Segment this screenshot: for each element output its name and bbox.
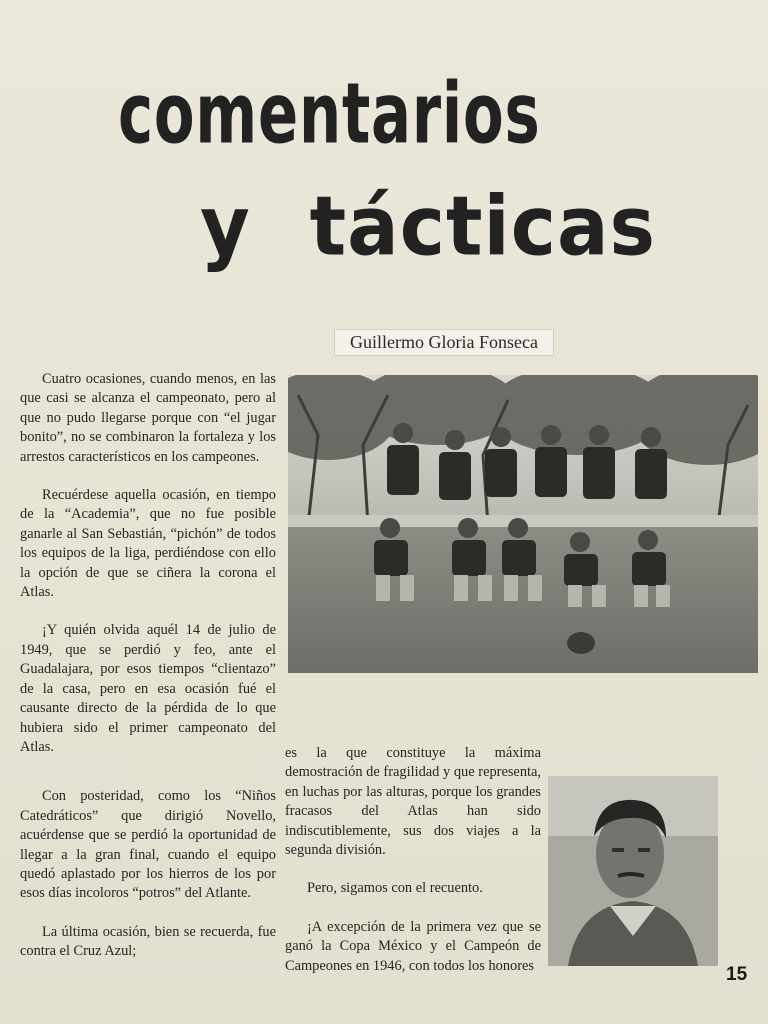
paragraph: ¡A excepción de la primera vez que se ganó la Copa México y el Campeón de Campeones en 1946, con todos los honores — [285, 918, 541, 974]
paragraph: Con posteridad, como los “Niños Catedráticos” que dirigió Novello, acuérdense que se perdió la oportunidad de llegar a la gran final, cuando el equipo quedó aplastado por los hierros de los por esos días incoloros “potros” del Atlante. — [20, 788, 276, 902]
paragraph: Recuérdese aquella ocasión, en tiempo de la “Academia”, que no fue posible ganarle al San Sebastián, “pichón” de todos los equipos de la liga, perdiéndose con ello la opción de que se ciñera la corona el Atlas. — [20, 487, 276, 601]
headline-word-y: y — [200, 179, 251, 275]
headline-line-1: comentarios — [118, 64, 541, 163]
author-portrait — [548, 776, 718, 966]
paragraph: Cuatro ocasiones, cuando menos, en las que casi se alcanza el campeonato, pero al que no pudo llegarse porque con “el jugar bonito”, no se combinaron la fortaleza y los arrestos característicos en los campeones. — [20, 371, 276, 465]
paragraph: ¡Y quién olvida aquél 14 de julio de 1949, que se perdió y feo, ante el Guadalajara, por esos tiempos “clientazo” de la casa, pero en esa ocasión fué el causante directo de la pérdida de lo que hubiera sido el primer campeonato del Atlas. — [20, 622, 276, 755]
team-photo — [288, 375, 758, 673]
middle-text-column — [285, 744, 541, 995]
paragraph: Pero, sigamos con el recuento. — [307, 880, 483, 897]
headline-word-tacticas: tácticas — [309, 179, 657, 275]
left-text-column — [20, 370, 276, 981]
author-byline: Guillermo Gloria Fonseca — [334, 329, 554, 356]
headline-line-2 — [200, 179, 719, 275]
paragraph: es la que constituye la máxima demostración de fragilidad y que representa, en luchas por las alturas, porque los grandes fracasos del Atlas han sido indiscutiblemente, sus dos viajes a la segunda división. — [285, 745, 541, 859]
paragraph: La última ocasión, bien se recuerda, fue contra el Cruz Azul; — [20, 923, 276, 960]
page-number: 15 — [726, 964, 748, 985]
